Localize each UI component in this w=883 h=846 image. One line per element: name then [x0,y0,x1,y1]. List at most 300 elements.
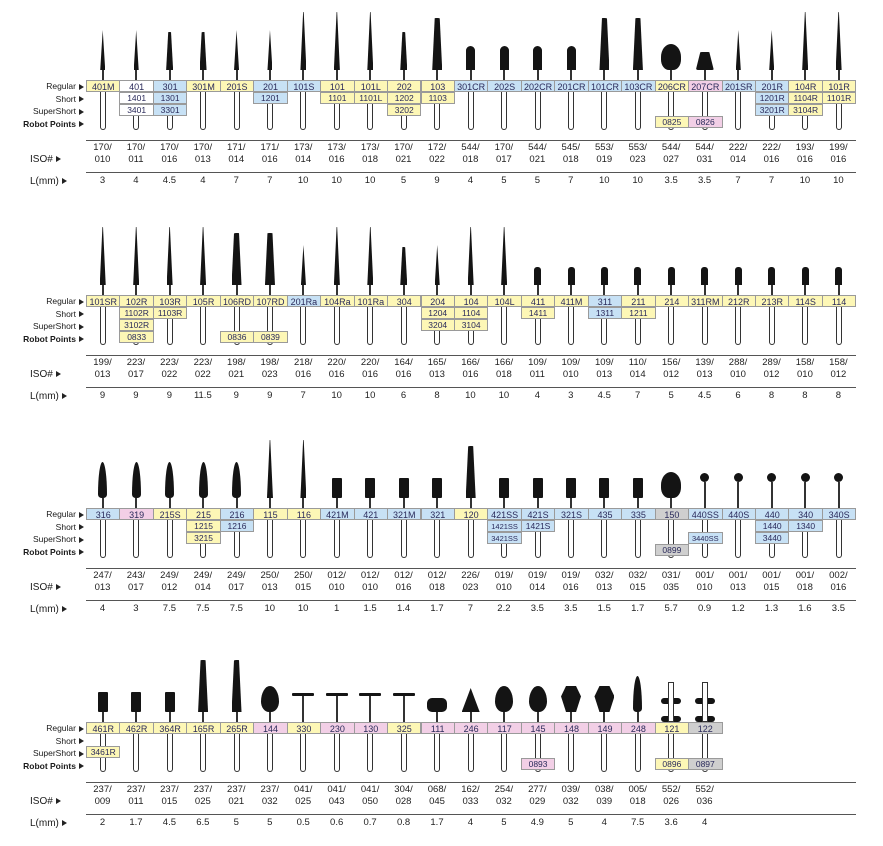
product-code-cell[interactable]: 116 [287,508,321,520]
product-variant-code[interactable]: 1340 [788,520,822,532]
bur-head [499,478,509,498]
iso-number: 012/ 016 [394,570,413,593]
product-variant-code[interactable]: 1202 [387,92,421,104]
product-variant-code[interactable]: 1311 [588,307,622,319]
product-code-cell[interactable]: 103R [153,295,187,307]
bur-head [701,267,708,285]
label-short-text: Short [55,521,76,532]
product-variant-code[interactable]: 0833 [119,331,153,343]
iso-number: 012/ 010 [327,570,346,593]
length-mm: 11.5 [193,390,212,401]
product-variant-code[interactable]: 1101L [354,92,388,104]
arrow-right-icon [79,96,84,102]
product-code-cell[interactable]: 201S [220,80,254,92]
product-variant-code[interactable]: 1101R [822,92,856,104]
product-code-cell[interactable]: 321M [387,508,421,520]
product-code-cell[interactable]: 201R [755,80,789,92]
product-code-cell[interactable]: 440 [755,508,789,520]
product-code-cell[interactable]: 101SR [86,295,120,307]
bur-shank [434,520,440,558]
label-length-text: L(mm) [30,176,59,187]
product-variant-code[interactable]: 3301 [153,104,187,116]
product-code-cell[interactable]: 311 [588,295,622,307]
bur-shank [300,734,306,772]
label-length-text: L(mm) [30,391,59,402]
product-code-cell[interactable]: 111 [421,722,455,734]
bur-neck [503,712,505,722]
product-code-cell[interactable]: 121 [655,722,689,734]
product-variant-code[interactable]: 1104R [788,92,822,104]
product-code-cell[interactable]: 215S [153,508,187,520]
arrow-right-icon [79,121,84,127]
product-code-cell[interactable]: 105R [186,295,220,307]
iso-number: 553/ 019 [595,142,614,165]
bur-neck [804,285,806,295]
bur-shank [234,92,240,130]
bur-shank [501,734,507,772]
label-robot-points [6,760,86,773]
bur-neck [570,285,572,295]
bur-head [165,462,174,498]
product-code-cell[interactable]: 461R [86,722,120,734]
bur-neck [804,70,806,80]
label-regular [6,295,86,308]
product-code-cell[interactable]: 411 [521,295,555,307]
bur-neck [470,285,472,295]
product-variant-code[interactable]: 0839 [253,331,287,343]
bur-head [131,692,141,712]
product-variant-code[interactable]: 3440SS [688,532,722,544]
product-variant-code[interactable]: 1103 [421,92,455,104]
product-code-cell[interactable]: 421SS [487,508,521,520]
product-code-cell[interactable]: 230 [320,722,354,734]
product-variant-code[interactable]: 1201 [253,92,287,104]
product-variant-code[interactable]: 1201R [755,92,789,104]
product-code-cell[interactable]: 335 [621,508,655,520]
iso-number: 170/ 011 [126,142,146,165]
product-code-cell[interactable]: 214 [655,295,689,307]
label-supershort-text: SuperShort [33,534,76,544]
bur-neck [236,285,238,295]
bur-head [199,462,208,498]
product-code-cell[interactable]: 145 [521,722,555,734]
bur-head [734,473,743,482]
product-code-cell[interactable]: 246 [454,722,488,734]
arrow-right-icon [79,311,84,317]
bur-shank [401,307,407,345]
product-code-cell[interactable]: 301M [186,80,220,92]
product-variant-code[interactable]: 1101 [320,92,354,104]
product-variant-code[interactable]: 1216 [220,520,254,532]
iso-number: 237/ 015 [160,784,179,807]
product-code-cell[interactable]: 150 [655,508,689,520]
bur-shank [100,92,106,130]
product-code-cell[interactable]: 149 [588,722,622,734]
bur-neck [169,712,171,722]
product-variant-code[interactable]: 1411 [521,307,555,319]
bur-shank [468,520,474,558]
iso-number: 019/ 010 [494,570,514,593]
iso-number: 222/ 014 [728,142,748,165]
arrow-right-icon [79,537,84,543]
product-variant-code[interactable]: 0896 [655,758,689,770]
product-code-cell[interactable]: 440SS [688,508,722,520]
length-mm: 10 [364,390,376,401]
bur-neck [135,70,137,80]
product-code-cell[interactable]: 202S [487,80,521,92]
product-code-cell[interactable]: 114S [788,295,822,307]
length-mm: 8 [434,390,440,401]
product-code-cell[interactable]: 201SR [722,80,756,92]
length-mm: 3.5 [564,603,578,614]
product-code-cell[interactable]: 101CR [588,80,622,92]
bur-head [98,462,107,498]
iso-number: 001/ 018 [795,570,815,593]
product-code-cell[interactable]: 201CR [554,80,588,92]
product-code-cell[interactable]: 202CR [521,80,555,92]
label-iso-text: ISO# [30,582,53,593]
length-mm: 4.5 [162,175,176,186]
product-variant-code[interactable]: 3202 [387,104,421,116]
bur-neck [704,285,706,295]
iso-number: 041/ 050 [360,784,380,807]
product-code-cell[interactable]: 104Ra [320,295,354,307]
iso-number: 001/ 015 [762,570,781,593]
product-code-cell[interactable]: 207CR [688,80,722,92]
product-code-cell[interactable]: 421 [354,508,388,520]
bur-neck [537,712,539,722]
product-code-cell[interactable]: 101Ra [354,295,388,307]
bur-head [700,473,709,482]
arrow-right-icon [79,726,84,732]
bur-neck [670,285,672,295]
length-mm: 2.2 [497,603,511,614]
product-code-cell[interactable]: 340 [788,508,822,520]
product-variant-code[interactable]: 1103R [153,307,187,319]
product-code-cell[interactable]: 401M [86,80,120,92]
product-variant-code[interactable]: 3201R [755,104,789,116]
product-variant-code[interactable]: 0897 [688,758,722,770]
length-mm: 3 [133,603,139,614]
product-code-cell[interactable]: 212R [722,295,756,307]
product-variant-code[interactable]: 1440 [755,520,789,532]
bur-head [594,686,614,712]
arrow-right-icon [79,324,84,330]
product-code-cell[interactable]: 202 [387,80,421,92]
bur-shank [334,520,340,558]
iso-number: 039/ 032 [561,784,581,807]
product-code-cell[interactable]: 204 [421,295,455,307]
product-code-cell[interactable]: 213R [755,295,789,307]
iso-number: 041/ 043 [327,784,346,807]
product-code-cell[interactable]: 421M [320,508,354,520]
iso-number: 002/ 016 [829,570,848,593]
bur-neck [436,70,438,80]
product-variant-code[interactable]: 3461R [86,746,120,758]
bur-shank [568,307,574,345]
length-mm: 5 [400,175,407,186]
product-code-cell[interactable]: 148 [554,722,588,734]
product-variant-code[interactable]: 0826 [688,116,722,128]
bur-head [232,233,242,285]
product-variant-code[interactable]: 3204 [421,319,455,331]
iso-number: 001/ 013 [728,570,748,593]
product-variant-code[interactable]: 1421SS [487,520,521,532]
bur-neck [737,285,739,295]
bur-neck [302,70,304,80]
product-variant-code[interactable]: 0899 [655,544,689,556]
bur-neck [838,285,840,295]
bur-shank [100,307,106,345]
product-code-cell[interactable]: 144 [253,722,287,734]
bur-neck [202,498,204,508]
iso-number: 109/ 013 [595,357,614,380]
length-mm: 7 [768,175,775,186]
product-code-cell[interactable]: 462R [119,722,153,734]
bur-neck [537,498,539,508]
length-mm: 5 [568,817,574,828]
length-mm: 7.5 [229,603,243,614]
product-variant-code[interactable]: 1211 [621,307,655,319]
bur-shank [200,307,206,345]
bur-head [561,686,581,712]
product-variant-code[interactable]: 1104 [454,307,488,319]
length-mm: 7 [233,175,239,186]
bur-head [501,227,507,285]
iso-number: 223/ 022 [193,357,213,380]
product-variant-code[interactable]: 0893 [521,758,555,770]
bur-neck [570,498,572,508]
arrow-right-icon [79,336,84,342]
product-code-cell[interactable]: 340S [822,508,856,520]
bur-neck [436,285,438,295]
product-code-cell[interactable]: 102R [119,295,153,307]
bur-neck [135,712,137,722]
length-mm: 10 [799,175,811,186]
product-variant-code[interactable]: 3104 [454,319,488,331]
iso-number: 277/ 029 [528,784,547,807]
product-code-cell[interactable]: 107RD [253,295,287,307]
iso-number: 173/ 014 [293,142,313,165]
product-code-cell[interactable]: 114 [822,295,856,307]
iso-number: 247/ 013 [93,570,112,593]
label-supershort [6,320,86,333]
arrow-right-icon [79,84,84,90]
label-short [6,308,86,321]
iso-number: 237/ 011 [126,784,146,807]
product-variant-code[interactable]: 3421SS [487,532,521,544]
length-mm: 10 [331,175,342,186]
label-regular [6,722,86,735]
product-code-cell[interactable]: 165R [186,722,220,734]
length-mm: 10 [833,175,844,186]
length-mm: 1.6 [798,603,812,614]
product-variant-code[interactable]: 1421S [521,520,555,532]
bur-neck [436,498,438,508]
bur-neck [637,285,639,295]
product-code-cell[interactable]: 325 [387,722,421,734]
label-robot-points [6,333,86,346]
product-variant-code[interactable]: 1204 [421,307,455,319]
product-code-cell[interactable]: 201Ra [287,295,321,307]
product-code-cell[interactable]: 265R [220,722,254,734]
bur-shank [167,520,173,558]
product-code-cell[interactable]: 216 [220,508,254,520]
bur-neck [135,498,137,508]
bur-shank [735,307,741,345]
length-mm: 9 [233,390,239,401]
iso-number: 068/ 045 [427,784,447,807]
product-code-cell[interactable]: 301 [153,80,187,92]
product-code-cell[interactable]: 211 [621,295,655,307]
product-code-cell[interactable]: 103CR [621,80,655,92]
bur-shank [367,520,373,558]
bur-shank [668,307,674,345]
bur-pin [668,682,674,722]
length-mm: 7.5 [631,817,645,828]
bur-neck [403,70,405,80]
product-variant-code[interactable]: 3401 [119,104,153,116]
label-iso [30,154,61,165]
product-code-cell[interactable]: 115 [253,508,287,520]
product-code-cell[interactable]: 321 [421,508,455,520]
product-code-cell[interactable]: 120 [454,508,488,520]
product-code-cell[interactable]: 411M [554,295,588,307]
product-variant-code[interactable]: 1215 [186,520,220,532]
bur-neck [202,70,204,80]
length-mm: 9 [267,390,273,401]
separator-line [86,355,856,356]
product-variant-code[interactable]: 1301 [153,92,187,104]
product-code-cell[interactable]: 201 [253,80,287,92]
product-code-cell[interactable]: 101L [354,80,388,92]
iso-number: 199/ 013 [93,357,112,380]
bur-neck [135,285,137,295]
product-variant-code[interactable]: 3102R [119,319,153,331]
product-code-cell[interactable]: 101 [320,80,354,92]
iso-number: 250/ 015 [293,570,313,593]
bur-neck [336,285,338,295]
bur-shank [568,92,574,130]
bur-head [468,227,474,285]
separator-line [86,387,856,388]
product-variant-code[interactable]: 3104R [788,104,822,116]
bur-neck [336,498,338,508]
bur-head [768,267,775,285]
product-variant-code[interactable]: 0836 [220,331,254,343]
product-code-cell[interactable]: 101R [822,80,856,92]
product-code-cell[interactable]: 301CR [454,80,488,92]
row-labels [6,722,86,772]
product-code-cell[interactable]: 104 [454,295,488,307]
product-code-cell[interactable]: 330 [287,722,321,734]
label-regular-text: Regular [46,723,76,733]
iso-number: 304/ 028 [394,784,413,807]
bur-head [427,698,447,712]
length-mm: 4 [701,817,708,828]
bur-neck [603,498,605,508]
iso-number: 218/ 016 [293,357,313,380]
product-code-cell[interactable]: 440S [722,508,756,520]
product-code-cell[interactable]: 104L [487,295,521,307]
bur-head [668,267,675,285]
product-code-cell[interactable]: 304 [387,295,421,307]
product-code-cell[interactable]: 316 [86,508,120,520]
bur-neck [269,712,271,722]
product-variant-code[interactable]: 3215 [186,532,220,544]
product-code-cell[interactable]: 321S [554,508,588,520]
iso-number: 237/ 025 [193,784,213,807]
length-mm: 5 [233,817,239,828]
product-code-cell[interactable]: 401 [119,80,153,92]
iso-number: 222/ 016 [762,142,781,165]
product-code-cell[interactable]: 106RD [220,295,254,307]
bur-head [462,688,480,712]
product-code-cell[interactable]: 122 [688,722,722,734]
label-short [6,735,86,748]
product-code-cell[interactable]: 248 [621,722,655,734]
bur-head [601,267,608,285]
length-mm: 1 [333,603,340,614]
label-supershort [6,747,86,760]
product-code-cell[interactable]: 435 [588,508,622,520]
product-variant-code[interactable]: 1401 [119,92,153,104]
product-code-cell[interactable]: 215 [186,508,220,520]
bur-neck [771,70,773,80]
label-short-text: Short [55,735,76,746]
product-code-cell[interactable]: 101S [287,80,321,92]
product-code-cell[interactable]: 104R [788,80,822,92]
iso-number: 005/ 018 [628,784,647,807]
separator-line [86,782,856,783]
iso-number: 170/ 017 [494,142,514,165]
bur-neck [838,70,840,80]
product-code-cell[interactable]: 311RM [688,295,722,307]
product-code-cell[interactable]: 421S [521,508,555,520]
product-variant-code[interactable]: 3440 [755,532,789,544]
separator-line [86,140,856,141]
bur-head [261,686,279,712]
bur-head [634,267,641,285]
bur-shank [367,734,373,772]
product-variant-code[interactable]: 0825 [655,116,689,128]
product-code-cell[interactable]: 117 [487,722,521,734]
iso-number: 012/ 018 [427,570,447,593]
length-mm: 4 [99,603,106,614]
iso-number: 249/ 014 [193,570,213,593]
length-mm: 3.5 [664,175,678,186]
bur-neck [470,498,472,508]
product-code-cell[interactable]: 103 [421,80,455,92]
bur-shank [635,520,641,558]
iso-number: 170/ 016 [160,142,179,165]
product-code-cell[interactable]: 319 [119,508,153,520]
bur-neck [637,70,639,80]
product-code-cell[interactable]: 364R [153,722,187,734]
product-variant-code[interactable]: 1102R [119,307,153,319]
product-code-cell[interactable]: 130 [354,722,388,734]
bur-head [367,227,373,285]
bur-neck [302,498,304,508]
label-regular [6,80,86,93]
product-code-cell[interactable]: 206CR [655,80,689,92]
bur-neck [403,498,405,508]
bur-neck [102,712,104,722]
bur-head [802,267,809,285]
iso-number: 544/ 031 [695,142,714,165]
length-mm: 6 [400,390,407,401]
bur-head [435,245,440,285]
